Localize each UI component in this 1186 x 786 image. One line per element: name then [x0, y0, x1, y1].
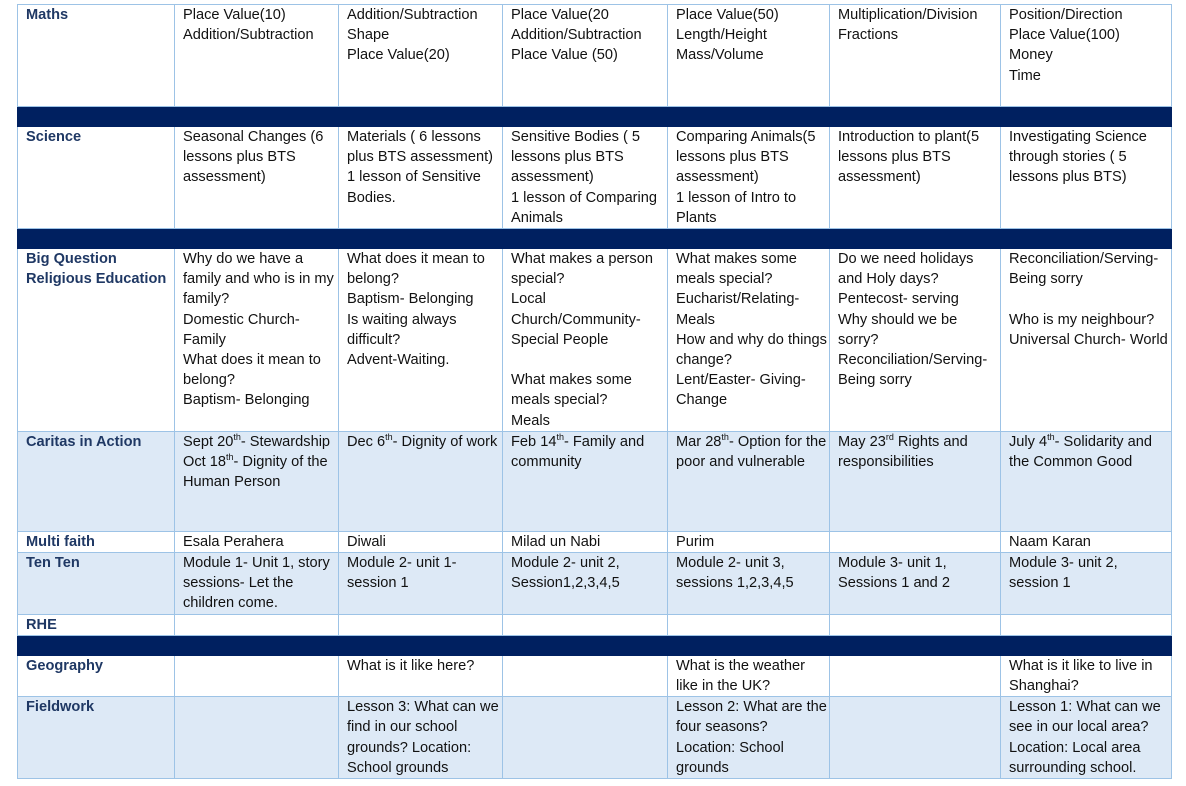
- term-cell: Module 1- Unit 1, story sessions- Let the children come.: [175, 553, 339, 615]
- term-cell: [668, 431, 830, 531]
- term-cell: [1001, 614, 1172, 635]
- divider-cell: [503, 229, 668, 249]
- term-cell: Module 3- unit 1, Sessions 1 and 2: [830, 553, 1001, 615]
- term-cell: [175, 614, 339, 635]
- divider-cell: [339, 107, 503, 127]
- caritas-date: [183, 452, 336, 492]
- term-cell: Investigating Science through stories ( 5 lessons plus BTS): [1001, 127, 1172, 229]
- divider-cell: [339, 635, 503, 655]
- term-cell: [175, 431, 339, 531]
- subject-cell-big-question-religious-education: Big Question Religious Education: [18, 249, 175, 432]
- term-cell: [339, 614, 503, 635]
- term-cell: [830, 614, 1001, 635]
- caritas-sup: rd: [885, 431, 894, 442]
- term-cell: Multiplication/Division Fractions: [830, 5, 1001, 107]
- term-cell: Lesson 2: What are the four seasons? Location: School grounds: [668, 697, 830, 779]
- table-row: [18, 697, 1172, 779]
- divider-cell: [830, 229, 1001, 249]
- divider-cell: [18, 107, 175, 127]
- term-cell: Place Value(20 Addition/Subtraction Place Value (50): [503, 5, 668, 107]
- term-cell: [339, 431, 503, 531]
- caritas-post: - Solidarity and the Common Good: [1009, 433, 1152, 471]
- term-cell: Lesson 3: What can we find in our school grounds? Location: School grounds: [339, 697, 503, 779]
- term-cell: Module 2- unit 1- session 1: [339, 553, 503, 615]
- table-row: [18, 5, 1172, 107]
- caritas-pre: Sept 20: [183, 433, 234, 450]
- term-cell: [1001, 431, 1172, 531]
- term-cell: Addition/Subtraction Shape Place Value(20): [339, 5, 503, 107]
- term-cell: [830, 531, 1001, 552]
- divider-cell: [175, 107, 339, 127]
- table-row: [18, 127, 1172, 229]
- divider-cell: [503, 107, 668, 127]
- divider-cell: [830, 107, 1001, 127]
- term-cell: Seasonal Changes (6 lessons plus BTS assessment): [175, 127, 339, 229]
- section-divider: [18, 635, 1172, 655]
- caritas-post: - Stewardship: [240, 433, 331, 450]
- term-cell: Module 3- unit 2, session 1: [1001, 553, 1172, 615]
- term-cell: [503, 697, 668, 779]
- term-cell: Module 2- unit 2, Session1,2,3,4,5: [503, 553, 668, 615]
- divider-cell: [1001, 229, 1172, 249]
- term-cell: What is it like here?: [339, 655, 503, 696]
- divider-cell: [668, 635, 830, 655]
- caritas-date: [676, 432, 827, 472]
- term-cell: Module 2- unit 3, sessions 1,2,3,4,5: [668, 553, 830, 615]
- term-cell: [668, 614, 830, 635]
- table-row: [18, 431, 1172, 531]
- divider-cell: [1001, 107, 1172, 127]
- table-row: [18, 655, 1172, 696]
- table-row: [18, 249, 1172, 432]
- caritas-sup: th: [226, 452, 234, 463]
- subject-cell-ten-ten: Ten Ten: [18, 553, 175, 615]
- term-cell: [503, 614, 668, 635]
- term-cell: Position/Direction Place Value(100) Money Time: [1001, 5, 1172, 107]
- caritas-post: - Dignity of work: [392, 433, 498, 450]
- caritas-sup: th: [1047, 431, 1055, 442]
- divider-cell: [18, 635, 175, 655]
- term-cell: [830, 655, 1001, 696]
- term-cell: Materials ( 6 lessons plus BTS assessment) 1 lesson of Sensitive Bodies.: [339, 127, 503, 229]
- term-cell: Place Value(10) Addition/Subtraction: [175, 5, 339, 107]
- divider-cell: [175, 635, 339, 655]
- divider-cell: [339, 229, 503, 249]
- caritas-pre: Dec 6: [347, 433, 386, 450]
- term-cell: Purim: [668, 531, 830, 552]
- caritas-pre: July 4: [1009, 433, 1048, 450]
- caritas-sup: th: [385, 431, 393, 442]
- caritas-sup: th: [556, 431, 564, 442]
- term-cell: Comparing Animals(5 lessons plus BTS assessment) 1 lesson of Intro to Plants: [668, 127, 830, 229]
- divider-cell: [668, 229, 830, 249]
- subject-cell-maths: Maths: [18, 5, 175, 107]
- caritas-pre: Feb 14: [511, 433, 557, 450]
- divider-cell: [668, 107, 830, 127]
- term-cell: Do we need holidays and Holy days? Pentecost- serving Why should we be sorry? Reconciliation/Serving- Being sorry: [830, 249, 1001, 432]
- subject-cell-rhe: RHE: [18, 614, 175, 635]
- caritas-post: - Dignity of the Human Person: [183, 454, 328, 491]
- divider-cell: [175, 229, 339, 249]
- caritas-pre: May 23: [838, 433, 886, 450]
- divider-cell: [18, 229, 175, 249]
- term-cell: [503, 431, 668, 531]
- term-cell: What makes some meals special? Eucharist/Relating- Meals How and why do things change? Lent/Easter- Giving- Change: [668, 249, 830, 432]
- term-cell: Milad un Nabi: [503, 531, 668, 552]
- caritas-post: Rights and responsibilities: [838, 433, 968, 471]
- term-cell: What is it like to live in Shanghai?: [1001, 655, 1172, 696]
- subject-cell-caritas-in-action: Caritas in Action: [18, 431, 175, 531]
- caritas-sup: th: [721, 431, 729, 442]
- caritas-sup: th: [233, 431, 241, 442]
- term-cell: Sensitive Bodies ( 5 lessons plus BTS assessment) 1 lesson of Comparing Animals: [503, 127, 668, 229]
- caritas-date: [838, 432, 998, 472]
- section-divider: [18, 107, 1172, 127]
- term-cell: Place Value(50) Length/Height Mass/Volume: [668, 5, 830, 107]
- term-cell: Why do we have a family and who is in my family? Domestic Church- Family What does it mean to belong? Baptism- Belonging: [175, 249, 339, 432]
- table-row: [18, 614, 1172, 635]
- caritas-date: [347, 432, 500, 452]
- term-cell: Diwali: [339, 531, 503, 552]
- divider-cell: [503, 635, 668, 655]
- term-cell: What is the weather like in the UK?: [668, 655, 830, 696]
- term-cell: [503, 655, 668, 696]
- term-cell: [830, 697, 1001, 779]
- term-cell: [830, 431, 1001, 531]
- caritas-pre: Oct 18: [183, 454, 226, 471]
- term-cell: [175, 655, 339, 696]
- term-cell: Esala Perahera: [175, 531, 339, 552]
- term-cell: What does it mean to belong? Baptism- Belonging Is waiting always difficult? Advent-Waiting.: [339, 249, 503, 432]
- term-cell: Reconciliation/Serving- Being sorry Who is my neighbour? Universal Church- World: [1001, 249, 1172, 432]
- term-cell: What makes a person special? Local Church/Community- Special People What makes some meals special? Meals: [503, 249, 668, 432]
- divider-cell: [830, 635, 1001, 655]
- subject-cell-geography: Geography: [18, 655, 175, 696]
- curriculum-table: [17, 4, 1172, 779]
- caritas-date: [1009, 432, 1169, 472]
- divider-cell: [1001, 635, 1172, 655]
- term-cell: Introduction to plant(5 lessons plus BTS assessment): [830, 127, 1001, 229]
- section-divider: [18, 229, 1172, 249]
- caritas-date: [183, 432, 336, 452]
- caritas-post: - Family and community: [511, 433, 645, 471]
- table-row: [18, 553, 1172, 615]
- term-cell: Lesson 1: What can we see in our local area? Location: Local area surrounding school.: [1001, 697, 1172, 779]
- term-cell: [175, 697, 339, 779]
- caritas-date: [511, 432, 665, 472]
- term-cell: Naam Karan: [1001, 531, 1172, 552]
- subject-cell-multi-faith: Multi faith: [18, 531, 175, 552]
- subject-cell-fieldwork: Fieldwork: [18, 697, 175, 779]
- caritas-post: - Option for the poor and vulnerable: [676, 433, 827, 471]
- table-row: [18, 531, 1172, 552]
- subject-cell-science: Science: [18, 127, 175, 229]
- caritas-pre: Mar 28: [676, 433, 722, 450]
